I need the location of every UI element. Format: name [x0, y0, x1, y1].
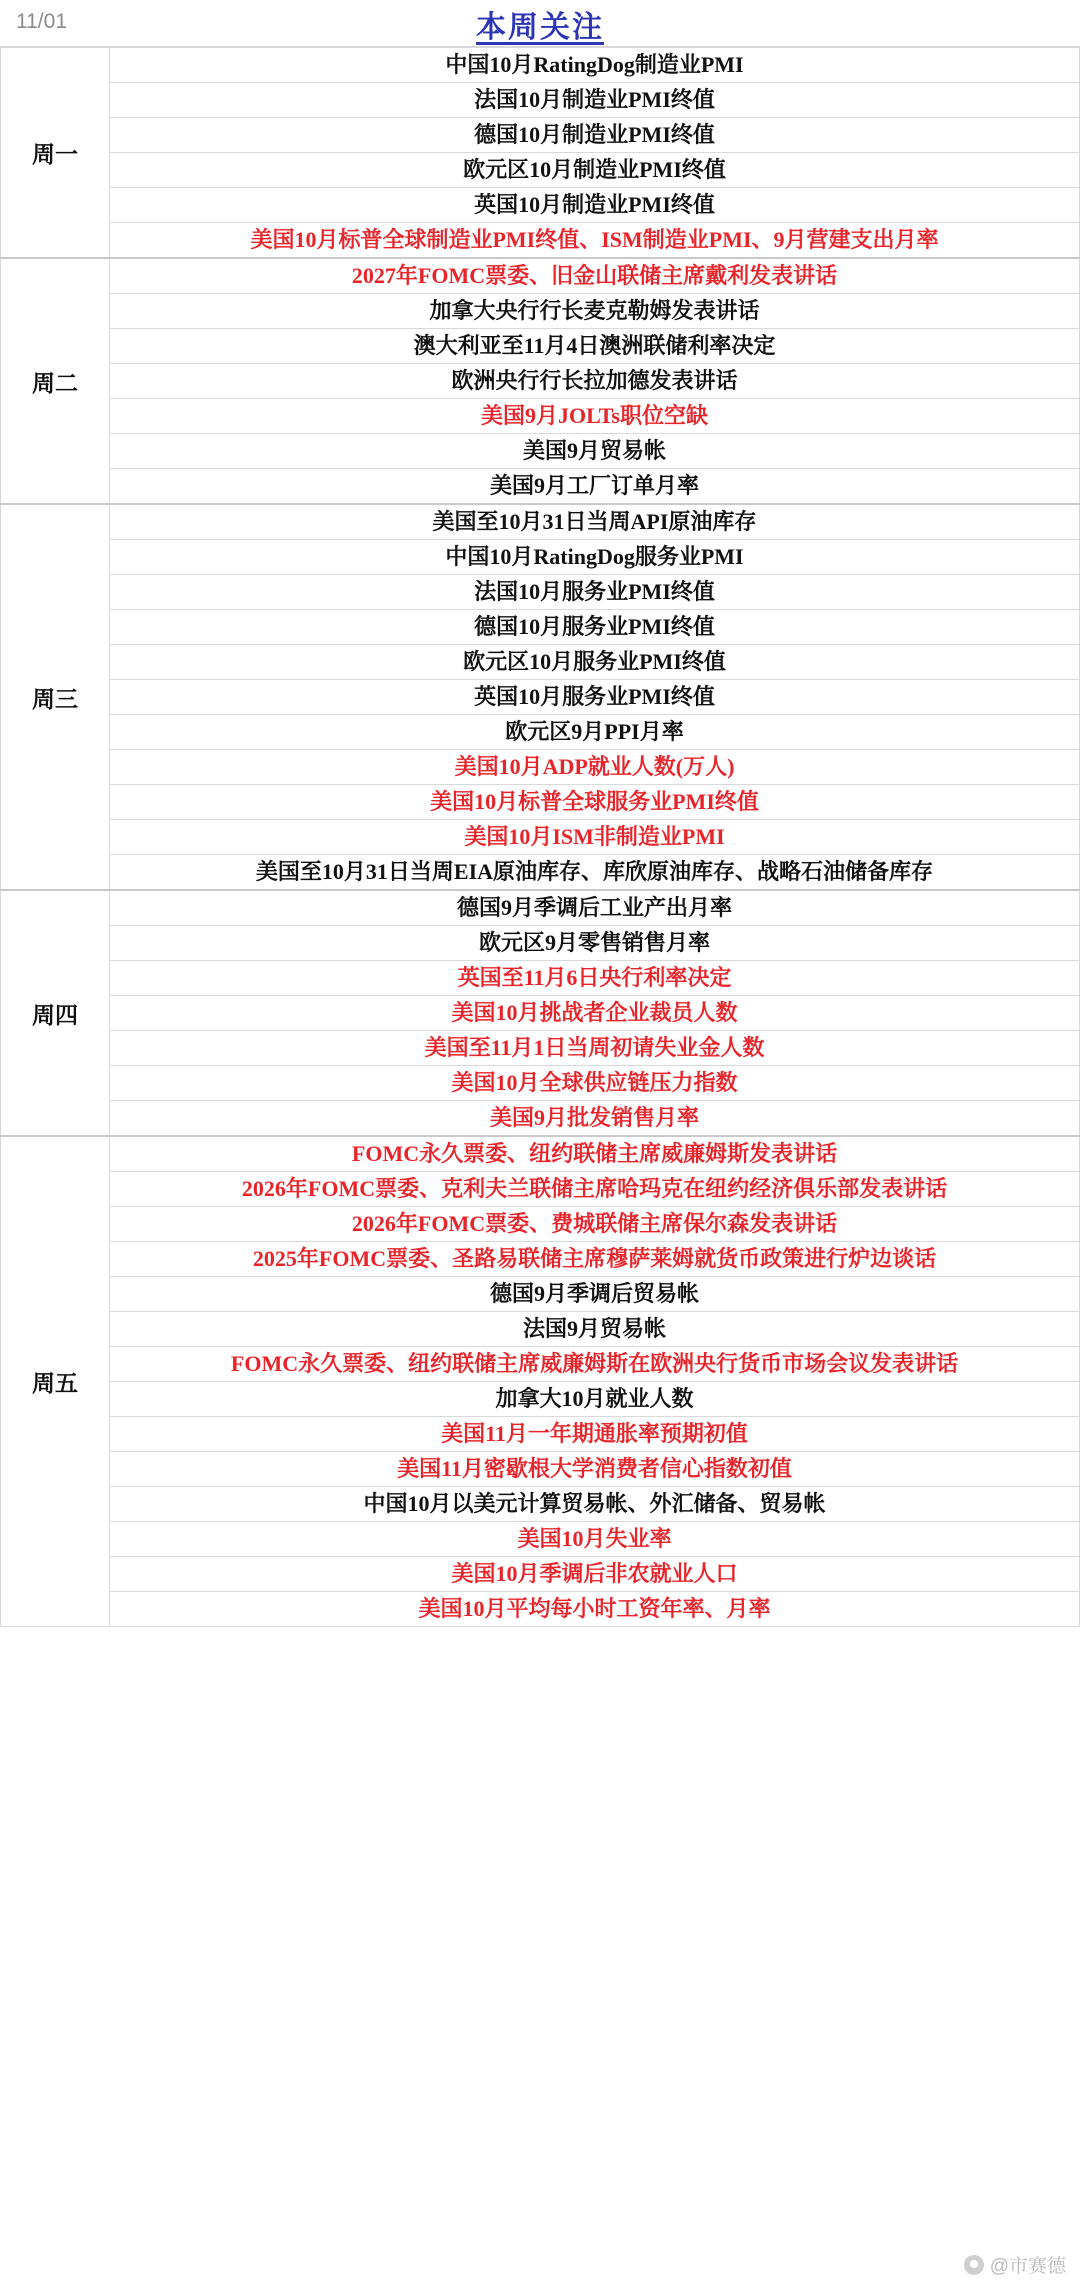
event-item: 美国至10月31日当周API原油库存 [110, 504, 1080, 540]
event-item: 美国9月贸易帐 [110, 434, 1080, 469]
table-row [1, 1382, 1080, 1417]
table-row [1, 1101, 1080, 1137]
event-item: FOMC永久票委、纽约联储主席威廉姆斯发表讲话 [110, 1136, 1080, 1172]
event-item: 中国10月以美元计算贸易帐、外汇储备、贸易帐 [110, 1487, 1080, 1522]
table-row [1, 1452, 1080, 1487]
table-row [1, 1136, 1080, 1172]
event-item: 美国10月全球供应链压力指数 [110, 1066, 1080, 1101]
event-item: 英国10月服务业PMI终值 [110, 680, 1080, 715]
event-item: 2025年FOMC票委、圣路易联储主席穆萨莱姆就货币政策进行炉边谈话 [110, 1242, 1080, 1277]
event-item: 美国10月标普全球服务业PMI终值 [110, 785, 1080, 820]
header-date: 11/01 [16, 10, 67, 33]
table-row [1, 1277, 1080, 1312]
event-item: 美国10月失业率 [110, 1522, 1080, 1557]
table-row [1, 364, 1080, 399]
table-row [1, 961, 1080, 996]
table-row [1, 1592, 1080, 1627]
event-item: 美国至10月31日当周EIA原油库存、库欣原油库存、战略石油储备库存 [110, 855, 1080, 891]
event-item: 欧元区9月PPI月率 [110, 715, 1080, 750]
event-item: 法国9月贸易帐 [110, 1312, 1080, 1347]
table-row [1, 890, 1080, 926]
event-item: 欧元区10月制造业PMI终值 [110, 153, 1080, 188]
table-row [1, 329, 1080, 364]
event-item: 中国10月RatingDog服务业PMI [110, 540, 1080, 575]
table-row [1, 1207, 1080, 1242]
table-row [1, 1417, 1080, 1452]
event-item: 法国10月制造业PMI终值 [110, 83, 1080, 118]
table-row [1, 820, 1080, 855]
table-row [1, 1487, 1080, 1522]
table-row [1, 1066, 1080, 1101]
event-item: 美国9月工厂订单月率 [110, 469, 1080, 505]
table-row [1, 610, 1080, 645]
event-item: 加拿大央行行长麦克勒姆发表讲话 [110, 294, 1080, 329]
table-row [1, 1522, 1080, 1557]
event-item: 欧洲央行行长拉加德发表讲话 [110, 364, 1080, 399]
day-label: 周五 [1, 1136, 110, 1627]
table-row [1, 680, 1080, 715]
day-label: 周三 [1, 504, 110, 890]
table-row [1, 504, 1080, 540]
table-row [1, 399, 1080, 434]
page-title: 本周关注 [476, 11, 604, 44]
event-item: 美国10月ISM非制造业PMI [110, 820, 1080, 855]
table-row [1, 996, 1080, 1031]
event-item: 美国11月一年期通胀率预期初值 [110, 1417, 1080, 1452]
table-row [1, 926, 1080, 961]
table-row [1, 294, 1080, 329]
table-row [1, 48, 1080, 83]
table-row [1, 645, 1080, 680]
table-row [1, 1557, 1080, 1592]
table-row [1, 188, 1080, 223]
event-item: 欧元区9月零售销售月率 [110, 926, 1080, 961]
table-row [1, 118, 1080, 153]
table-row [1, 223, 1080, 259]
event-item: 美国10月季调后非农就业人口 [110, 1557, 1080, 1592]
event-item: 德国9月季调后贸易帐 [110, 1277, 1080, 1312]
event-item: 德国10月制造业PMI终值 [110, 118, 1080, 153]
table-row [1, 785, 1080, 820]
table-row [1, 575, 1080, 610]
circle-logo-icon [964, 2255, 984, 2275]
event-item: FOMC永久票委、纽约联储主席威廉姆斯在欧洲央行货币市场会议发表讲话 [110, 1347, 1080, 1382]
event-item: 美国10月标普全球制造业PMI终值、ISM制造业PMI、9月营建支出月率 [110, 223, 1080, 259]
schedule-table [0, 47, 1080, 1627]
event-item: 欧元区10月服务业PMI终值 [110, 645, 1080, 680]
day-label: 周一 [1, 48, 110, 259]
event-item: 法国10月服务业PMI终值 [110, 575, 1080, 610]
day-label: 周二 [1, 258, 110, 504]
page-header [0, 0, 1080, 47]
table-row [1, 715, 1080, 750]
event-item: 美国10月平均每小时工资年率、月率 [110, 1592, 1080, 1627]
table-row [1, 153, 1080, 188]
event-item: 美国9月批发销售月率 [110, 1101, 1080, 1137]
event-item: 英国10月制造业PMI终值 [110, 188, 1080, 223]
event-item: 中国10月RatingDog制造业PMI [110, 48, 1080, 83]
event-item: 美国11月密歇根大学消费者信心指数初值 [110, 1452, 1080, 1487]
event-item: 2026年FOMC票委、费城联储主席保尔森发表讲话 [110, 1207, 1080, 1242]
event-item: 英国至11月6日央行利率决定 [110, 961, 1080, 996]
table-row [1, 434, 1080, 469]
table-row [1, 855, 1080, 891]
event-item: 德国9月季调后工业产出月率 [110, 890, 1080, 926]
table-row [1, 469, 1080, 505]
table-row [1, 83, 1080, 118]
table-row [1, 750, 1080, 785]
table-row [1, 1172, 1080, 1207]
event-item: 2027年FOMC票委、旧金山联储主席戴利发表讲话 [110, 258, 1080, 294]
table-row [1, 540, 1080, 575]
schedule-body [1, 48, 1080, 1627]
event-item: 德国10月服务业PMI终值 [110, 610, 1080, 645]
event-item: 美国10月ADP就业人数(万人) [110, 750, 1080, 785]
day-label: 周四 [1, 890, 110, 1136]
table-row [1, 258, 1080, 294]
event-item: 澳大利亚至11月4日澳洲联储利率决定 [110, 329, 1080, 364]
table-row [1, 1312, 1080, 1347]
watermark-label: @市赛德 [989, 2256, 1066, 2277]
table-row [1, 1242, 1080, 1277]
table-row [1, 1347, 1080, 1382]
table-row [1, 1031, 1080, 1066]
event-item: 美国10月挑战者企业裁员人数 [110, 996, 1080, 1031]
event-item: 美国9月JOLTs职位空缺 [110, 399, 1080, 434]
event-item: 加拿大10月就业人数 [110, 1382, 1080, 1417]
event-item: 2026年FOMC票委、克利夫兰联储主席哈玛克在纽约经济俱乐部发表讲话 [110, 1172, 1080, 1207]
watermark [964, 2251, 1066, 2278]
event-item: 美国至11月1日当周初请失业金人数 [110, 1031, 1080, 1066]
